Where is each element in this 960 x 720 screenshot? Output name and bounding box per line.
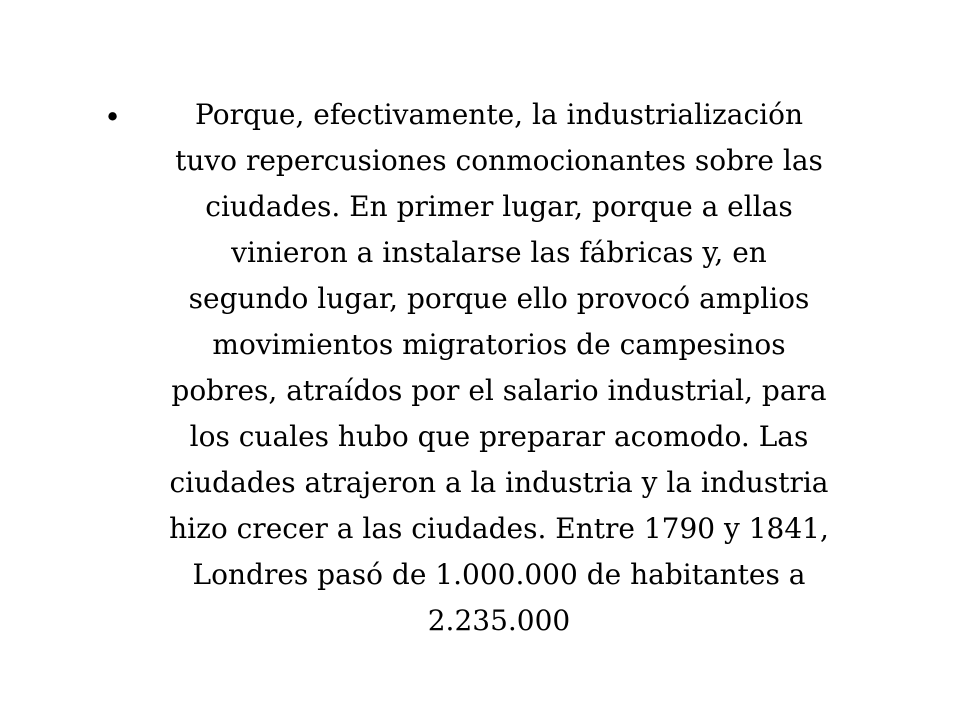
paragraph-text <box>104 92 894 644</box>
text-line: segundo lugar, porque ello provocó amplios <box>188 282 810 315</box>
text-line: los cuales hubo que preparar acomodo. Las <box>189 420 809 453</box>
bullet-paragraph <box>104 92 894 644</box>
text-line: vinieron a instalarse las fábricas y, en <box>231 236 767 269</box>
text-line: hizo crecer a las ciudades. Entre 1790 y 1841, <box>169 512 829 545</box>
text-line: 2.235.000 <box>427 604 571 637</box>
text-line: ciudades. En primer lugar, porque a ellas <box>205 190 793 223</box>
text-line: movimientos migratorios de campesinos <box>212 328 786 361</box>
bullet-icon: • <box>104 100 122 134</box>
text-line: Londres pasó de 1.000.000 de habitantes a <box>192 558 806 591</box>
text-line: ciudades atrajeron a la industria y la industria <box>169 466 829 499</box>
text-line: tuvo repercusiones conmocionantes sobre las <box>175 144 823 177</box>
text-line: pobres, atraídos por el salario industrial, para <box>171 374 827 407</box>
text-line: Porque, efectivamente, la industrialización <box>195 98 803 131</box>
